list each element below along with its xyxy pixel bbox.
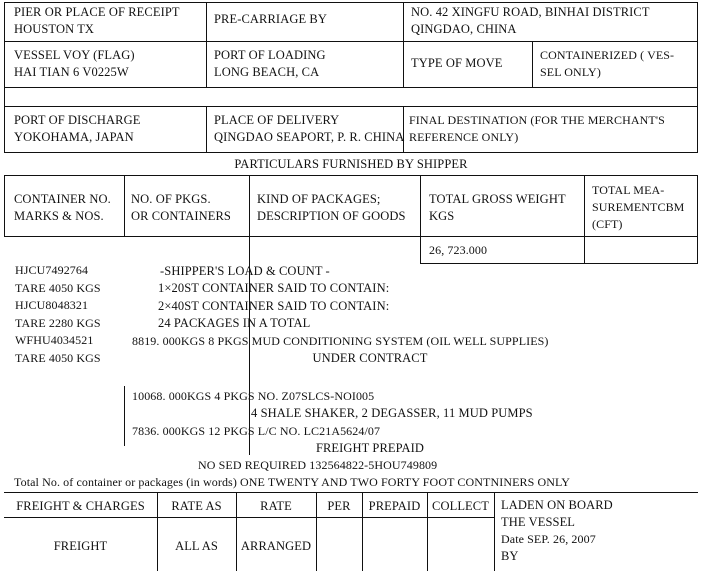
delivery-label: PLACE OF DELIVERY [214,113,340,127]
rule-v-col4 [584,175,585,263]
rule-v-a2 [206,106,207,152]
rule-weight-cell [420,263,698,264]
col-pkgs-header [131,191,231,225]
gross-weight-value: 26, 723.000 [429,243,488,257]
col-measurement-line1: TOTAL MEA- [592,183,665,197]
rule-v-c1 [532,41,533,87]
col-weight-line1: TOTAL GROSS WEIGHT [429,192,566,206]
charges-header-per: PER [327,499,351,513]
col-weight-line2: KGS [429,209,455,223]
rule-top [4,2,698,3]
move-cell [411,55,502,72]
pre-carriage-label: PRE-CARRIAGE BY [214,12,327,26]
delivery-cell [214,112,404,146]
rule-v-col1 [124,175,125,236]
rule-charges-header [4,517,495,518]
col-container-line1: CONTAINER NO. [14,192,111,206]
vessel-label: VESSEL VOY (FLAG) [14,48,135,62]
laden-line2: THE VESSEL [501,515,576,529]
pre-carriage-cell [214,11,327,28]
loading-value: LONG BEACH, CA [214,65,320,79]
rule-row3-top [4,106,698,107]
container-item: HJCU7492764 [15,263,89,277]
cargo-line-10: FREIGHT PREPAID [315,441,425,455]
final-destination-cell [409,112,665,146]
cargo-line-8: 4 SHALE SHAKER, 2 DEGASSER, 11 MUD PUMPS [251,406,533,420]
container-item: TARE 4050 KGS [15,280,101,295]
cargo-line-7: 10068. 000KGS 4 PKGS NO. Z07SLCS-NOI005 [132,389,375,403]
laden-date: Date SEP. 26, 2007 [501,532,596,546]
rule-v-right [697,2,698,152]
cargo-line-11: NO SED REQUIRED 132564822-5HOU749809 [198,458,438,472]
container-item: HJCU8048321 [15,298,89,313]
discharge-cell [14,112,140,146]
rule-row1 [4,41,698,42]
discharge-label: PORT OF DISCHARGE [14,113,141,127]
final-destination-line2: REFERENCE ONLY) [409,130,519,144]
laden-on-board [501,497,613,565]
receipt-label: PIER OR PLACE OF RECEIPT [14,5,180,19]
loading-cell [214,47,326,81]
charges-row-rate: ARRANGED [240,539,312,553]
vessel-cell [14,47,135,81]
cargo-line-1: -SHIPPER'S LOAD & COUNT - [160,264,330,278]
container-list [15,262,101,368]
address-line1: NO. 42 XINGFU ROAD, BINHAI DISTRICT [411,5,650,19]
rule-total-words [4,492,698,493]
address-line2: QINGDAO, CHINA [411,22,517,36]
final-destination-line1: FINAL DESTINATION (FOR THE MERCHANT'S [409,113,665,127]
col-measurement-line3: (CFT) [592,217,623,231]
rule-v-right-cols [697,175,698,263]
cargo-line-6: UNDER CONTRACT [312,351,428,365]
discharge-value: YOKOHAMA, JAPAN [14,130,134,144]
col-description-line1: KIND OF PACKAGES; [257,192,381,206]
charges-header-freight: FREIGHT & CHARGES [16,499,145,513]
col-container-line2: MARKS & NOS. [14,209,104,223]
col-measurement-header [592,182,684,233]
col-description-header [257,191,406,225]
receipt-value: HOUSTON TX [14,22,95,36]
container-item: TARE 2280 KGS [15,315,101,330]
cargo-line-4: 24 PACKAGES IN A TOTAL [158,316,311,330]
col-weight-header [429,191,566,225]
laden-by: BY [501,549,519,563]
rule-row2 [4,87,698,88]
col-measurement-line2: SUREMENTCBM [592,200,685,214]
vessel-value: HAI TIAN 6 V0225W [14,65,129,79]
containerized-line1: CONTAINERIZED ( VES- [540,48,675,62]
charges-header-prepaid: PREPAID [368,499,421,513]
rule-v-left [4,2,5,152]
cargo-line-9: 7836. 000KGS 12 PKGS L/C NO. LC21A5624/07 [132,424,381,438]
containerized-line2: SEL ONLY) [540,65,601,79]
col-description-line2: DESCRIPTION OF GOODS [257,209,406,223]
charges-header-collect: COLLECT [432,499,489,513]
cargo-line-2: 1×20ST CONTAINER SAID TO CONTAIN: [158,281,390,295]
col-pkgs-line2: OR CONTAINERS [131,209,231,223]
receipt-cell [14,4,180,38]
charges-row-freight: FREIGHT [53,539,108,553]
delivery-value: QINGDAO SEAPORT, P. R. CHINA [214,130,405,144]
rule-particulars [4,175,698,176]
containerized-cell [540,47,674,81]
rule-columns [4,236,698,237]
total-in-words: Total No. of container or packages (in words) ONE TWENTY AND TWO FORTY FOOT CONTNINERS ONLY [14,475,571,489]
rule-v-col3 [420,175,421,263]
charges-header-rate-as: RATE AS [171,499,222,513]
address-cell [411,4,650,38]
container-item: TARE 4050 KGS [15,350,101,365]
charges-row-rate-as: ALL AS [175,539,218,553]
loading-label: PORT OF LOADING [214,48,326,62]
rule-v-col1b [124,386,125,446]
move-label: TYPE OF MOVE [411,56,503,70]
rule-row3-bottom [4,152,698,153]
cargo-line-5: 8819. 000KGS 8 PKGS MUD CONDITIONING SYSTEM (OIL WELL SUPPLIES) [132,334,549,348]
rule-v-left-cols [4,175,5,236]
rule-v-ch6 [494,492,495,571]
rule-v-a1 [206,2,207,87]
container-item: WFHU4034521 [15,333,94,348]
col-container-header [14,191,111,225]
cargo-line-3: 2×40ST CONTAINER SAID TO CONTAIN: [158,299,390,313]
particulars-header: PARTICULARS FURNISHED BY SHIPPER [234,157,468,171]
col-pkgs-line1: NO. OF PKGS. [131,192,211,206]
charges-header-rate: RATE [260,499,292,513]
laden-line1: LADEN ON BOARD [501,498,613,512]
rule-v-b1 [403,2,404,87]
